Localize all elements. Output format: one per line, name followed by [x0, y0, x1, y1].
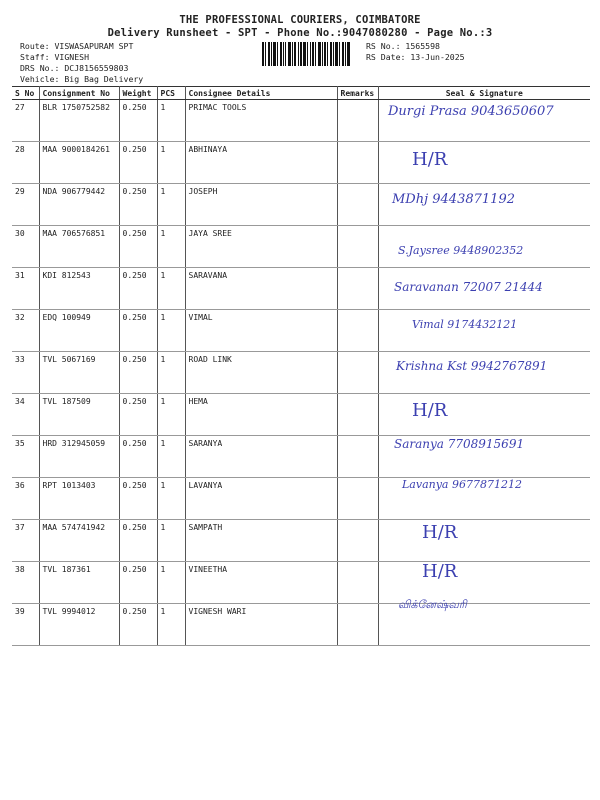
- handwritten-signature: Saravanan 72007 21444: [394, 280, 543, 294]
- vehicle-label: Vehicle: Big Bag Delivery: [20, 74, 144, 84]
- route-label: Route: VISWASAPURAM SPT: [20, 41, 134, 51]
- row-pcs: 1: [157, 142, 185, 184]
- row-consignment: MAA 574741942: [39, 520, 119, 562]
- col-consignee: Consignee Details: [185, 87, 337, 100]
- runsheet-subtitle: Delivery Runsheet - SPT - Phone No.:9047080280 - Page No.:3: [107, 27, 493, 39]
- row-weight: 0.250: [119, 352, 157, 394]
- handwritten-signature: Saranya 7708915691: [394, 437, 525, 451]
- row-signature-cell: [378, 142, 590, 184]
- row-remarks: [337, 100, 378, 142]
- row-weight: 0.250: [119, 562, 157, 604]
- rs-date: RS Date: 13-Jun-2025: [366, 52, 465, 62]
- row-sno: 36: [12, 478, 39, 520]
- row-pcs: 1: [157, 268, 185, 310]
- row-consignee: JOSEPH: [185, 184, 337, 226]
- row-remarks: [337, 604, 378, 646]
- row-pcs: 1: [157, 604, 185, 646]
- handwritten-signature: H/R: [422, 561, 458, 582]
- row-remarks: [337, 520, 378, 562]
- row-weight: 0.250: [119, 142, 157, 184]
- row-sno: 27: [12, 100, 39, 142]
- col-consignment: Consignment No: [39, 87, 119, 100]
- row-remarks: [337, 394, 378, 436]
- row-weight: 0.250: [119, 478, 157, 520]
- table-row: [12, 520, 590, 562]
- row-signature-cell: [378, 520, 590, 562]
- row-sno: 39: [12, 604, 39, 646]
- row-consignment: EDQ 100949: [39, 310, 119, 352]
- row-remarks: [337, 352, 378, 394]
- row-consignee: LAVANYA: [185, 478, 337, 520]
- row-weight: 0.250: [119, 520, 157, 562]
- col-weight: Weight: [119, 87, 157, 100]
- row-pcs: 1: [157, 310, 185, 352]
- row-consignment: TVL 187361: [39, 562, 119, 604]
- row-remarks: [337, 478, 378, 520]
- handwritten-signature: Krishna Kst 9942767891: [396, 359, 548, 373]
- row-weight: 0.250: [119, 184, 157, 226]
- row-pcs: 1: [157, 478, 185, 520]
- row-consignment: MAA 706576851: [39, 226, 119, 268]
- row-sno: 28: [12, 142, 39, 184]
- row-pcs: 1: [157, 226, 185, 268]
- row-remarks: [337, 310, 378, 352]
- row-pcs: 1: [157, 520, 185, 562]
- row-consignee: SARANYA: [185, 436, 337, 478]
- row-pcs: 1: [157, 436, 185, 478]
- row-weight: 0.250: [119, 310, 157, 352]
- row-consignment: KDI 812543: [39, 268, 119, 310]
- row-pcs: 1: [157, 394, 185, 436]
- row-consignee: SAMPATH: [185, 520, 337, 562]
- col-pcs: PCS: [157, 87, 185, 100]
- table-row: [12, 142, 590, 184]
- handwritten-signature: Lavanya 9677871212: [402, 478, 522, 491]
- barcode-image: [262, 42, 350, 66]
- row-remarks: [337, 562, 378, 604]
- company-title: THE PROFESSIONAL COURIERS, COIMBATORE: [179, 14, 421, 26]
- row-weight: 0.250: [119, 268, 157, 310]
- row-weight: 0.250: [119, 436, 157, 478]
- row-sno: 34: [12, 394, 39, 436]
- row-remarks: [337, 436, 378, 478]
- row-sno: 37: [12, 520, 39, 562]
- row-pcs: 1: [157, 100, 185, 142]
- row-sno: 32: [12, 310, 39, 352]
- row-consignee: JAYA SREE: [185, 226, 337, 268]
- row-signature-cell: [378, 394, 590, 436]
- row-consignee: VIMAL: [185, 310, 337, 352]
- staff-label: Staff: VIGNESH: [20, 52, 90, 62]
- handwritten-signature: H/R: [422, 522, 458, 543]
- table-row: [12, 562, 590, 604]
- row-sno: 38: [12, 562, 39, 604]
- handwritten-signature: Vimal 9174432121: [412, 318, 518, 331]
- row-sno: 35: [12, 436, 39, 478]
- handwritten-signature: Durgi Prasa 9043650607: [388, 104, 554, 119]
- row-pcs: 1: [157, 184, 185, 226]
- row-sno: 31: [12, 268, 39, 310]
- row-consignee: HEMA: [185, 394, 337, 436]
- row-remarks: [337, 142, 378, 184]
- handwritten-signature: H/R: [412, 400, 448, 421]
- handwritten-signature: MDhj 9443871192: [392, 192, 515, 207]
- row-consignment: TVL 9994012: [39, 604, 119, 646]
- row-weight: 0.250: [119, 394, 157, 436]
- row-weight: 0.250: [119, 604, 157, 646]
- handwritten-signature: S.Jaysree 9448902352: [398, 244, 524, 257]
- col-signature: Seal & Signature: [378, 87, 590, 100]
- row-consignment: NDA 906779442: [39, 184, 119, 226]
- row-consignment: MAA 9000184261: [39, 142, 119, 184]
- col-sno: S No: [12, 87, 39, 100]
- table-header-row: [12, 87, 590, 100]
- row-remarks: [337, 226, 378, 268]
- row-consignee: PRIMAC TOOLS: [185, 100, 337, 142]
- row-weight: 0.250: [119, 226, 157, 268]
- row-consignee: ROAD LINK: [185, 352, 337, 394]
- row-sno: 29: [12, 184, 39, 226]
- row-remarks: [337, 184, 378, 226]
- row-consignee: VIGNESH WARI: [185, 604, 337, 646]
- row-consignment: RPT 1013403: [39, 478, 119, 520]
- row-pcs: 1: [157, 562, 185, 604]
- row-sno: 33: [12, 352, 39, 394]
- drs-label: DRS No.: DCJ8156559803: [20, 63, 129, 73]
- row-sno: 30: [12, 226, 39, 268]
- row-consignee: SARAVANA: [185, 268, 337, 310]
- col-remarks: Remarks: [337, 87, 378, 100]
- runsheet-meta-left: [20, 41, 143, 85]
- runsheet-meta-right: [366, 41, 465, 63]
- row-consignment: TVL 5067169: [39, 352, 119, 394]
- rs-number: RS No.: 1565598: [366, 41, 440, 51]
- row-pcs: 1: [157, 352, 185, 394]
- table-row: [12, 604, 590, 646]
- table-row: [12, 394, 590, 436]
- row-consignee: VINEETHA: [185, 562, 337, 604]
- handwritten-signature: விக்னேஷ்வரி: [398, 598, 467, 611]
- row-consignee: ABHINAYA: [185, 142, 337, 184]
- row-remarks: [337, 268, 378, 310]
- row-consignment: TVL 187509: [39, 394, 119, 436]
- row-weight: 0.250: [119, 100, 157, 142]
- row-consignment: HRD 312945059: [39, 436, 119, 478]
- handwritten-signature: H/R: [412, 149, 448, 170]
- row-consignment: BLR 1750752582: [39, 100, 119, 142]
